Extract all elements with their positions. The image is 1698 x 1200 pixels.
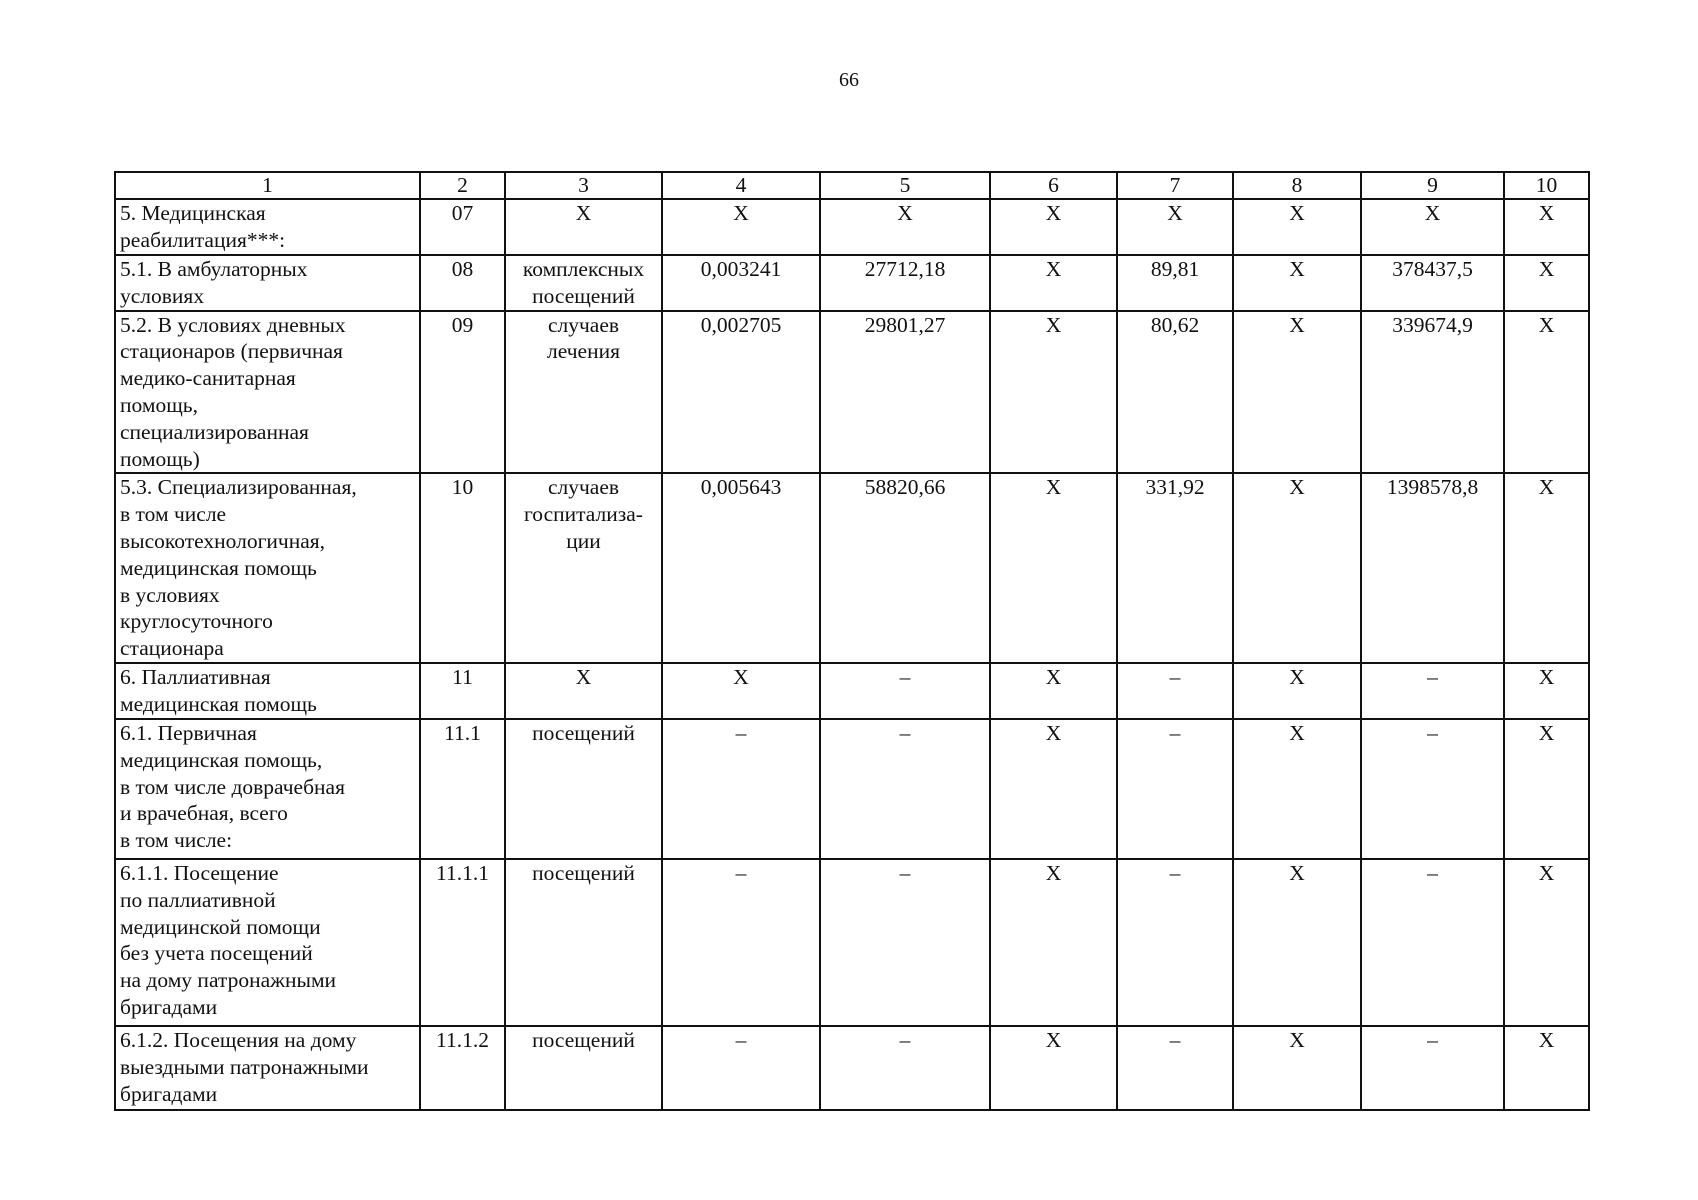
table-cell-unit: посещений bbox=[505, 859, 662, 1026]
column-header: 1 bbox=[115, 172, 420, 199]
table-cell: Х bbox=[1233, 859, 1361, 1026]
table-cell: Х bbox=[990, 311, 1117, 474]
column-header: 7 bbox=[1117, 172, 1233, 199]
table-cell-unit: Х bbox=[505, 199, 662, 255]
column-header: 10 bbox=[1504, 172, 1589, 199]
table-cell-name: 6.1. Первичная медицинская помощь, в том числе доврачебная и врачебная, всего в том числе: bbox=[115, 719, 420, 859]
table-cell-unit: случаев госпитализа- ции bbox=[505, 473, 662, 663]
column-header: 6 bbox=[990, 172, 1117, 199]
table-cell: Х bbox=[662, 663, 820, 719]
table-cell-name: 6.1.2. Посещения на дому выездными патронажными бригадами bbox=[115, 1026, 420, 1110]
table-cell: – bbox=[662, 719, 820, 859]
table-cell: – bbox=[1117, 859, 1233, 1026]
table-cell: – bbox=[1361, 1026, 1504, 1110]
table-cell-row-code: 11.1.1 bbox=[420, 859, 505, 1026]
table-cell-row-code: 09 bbox=[420, 311, 505, 474]
table-cell: 80,62 bbox=[1117, 311, 1233, 474]
table-cell-unit: посещений bbox=[505, 1026, 662, 1110]
column-header: 8 bbox=[1233, 172, 1361, 199]
table-cell-unit: посещений bbox=[505, 719, 662, 859]
table-cell: – bbox=[662, 1026, 820, 1110]
table-cell: 0,005643 bbox=[662, 473, 820, 663]
column-header: 4 bbox=[662, 172, 820, 199]
table-cell-unit: Х bbox=[505, 663, 662, 719]
table-cell: – bbox=[1361, 663, 1504, 719]
table-cell: 331,92 bbox=[1117, 473, 1233, 663]
table-cell: – bbox=[820, 1026, 990, 1110]
table-row bbox=[115, 199, 1589, 255]
table-cell: 0,003241 bbox=[662, 255, 820, 311]
table-cell: 89,81 bbox=[1117, 255, 1233, 311]
table-cell: Х bbox=[1504, 199, 1589, 255]
table-cell: Х bbox=[1504, 311, 1589, 474]
table-cell: Х bbox=[1504, 859, 1589, 1026]
table-cell: Х bbox=[1504, 719, 1589, 859]
table-row bbox=[115, 255, 1589, 311]
table-cell: Х bbox=[990, 199, 1117, 255]
table-cell: 27712,18 bbox=[820, 255, 990, 311]
table-row bbox=[115, 663, 1589, 719]
table-cell: Х bbox=[990, 473, 1117, 663]
table-cell: Х bbox=[990, 1026, 1117, 1110]
table-cell: Х bbox=[662, 199, 820, 255]
table-cell: – bbox=[662, 859, 820, 1026]
table-cell-name: 5.2. В условиях дневных стационаров (первичная медико-санитарная помощь, специализированная помощь) bbox=[115, 311, 420, 474]
table-cell-row-code: 07 bbox=[420, 199, 505, 255]
table-cell: Х bbox=[1504, 473, 1589, 663]
table-cell: – bbox=[820, 859, 990, 1026]
table-cell: – bbox=[1117, 719, 1233, 859]
table-cell: – bbox=[820, 719, 990, 859]
column-header: 2 bbox=[420, 172, 505, 199]
table-row bbox=[115, 719, 1589, 859]
table-cell: Х bbox=[1233, 663, 1361, 719]
table-cell-name: 6.1.1. Посещение по паллиативной медицинской помощи без учета посещений на дому патронажными бригадами bbox=[115, 859, 420, 1026]
table-cell: Х bbox=[1233, 199, 1361, 255]
table-cell: – bbox=[1361, 719, 1504, 859]
table-cell-row-code: 11.1 bbox=[420, 719, 505, 859]
table-cell: Х bbox=[1233, 473, 1361, 663]
table-cell: Х bbox=[1504, 255, 1589, 311]
table-cell: 1398578,8 bbox=[1361, 473, 1504, 663]
data-table bbox=[114, 171, 1590, 1111]
table-cell: Х bbox=[990, 255, 1117, 311]
table-cell-unit: комплексных посещений bbox=[505, 255, 662, 311]
table-cell-name: 5.1. В амбулаторных условиях bbox=[115, 255, 420, 311]
column-header: 9 bbox=[1361, 172, 1504, 199]
table-cell: – bbox=[1117, 663, 1233, 719]
table-cell: – bbox=[1117, 1026, 1233, 1110]
table-cell: – bbox=[820, 663, 990, 719]
table-cell: Х bbox=[820, 199, 990, 255]
table-cell: 339674,9 bbox=[1361, 311, 1504, 474]
page-number: 66 bbox=[839, 69, 859, 91]
table-cell: – bbox=[1361, 859, 1504, 1026]
table-cell: Х bbox=[1233, 719, 1361, 859]
table-cell: Х bbox=[990, 859, 1117, 1026]
table-cell: Х bbox=[1233, 311, 1361, 474]
table-header-row bbox=[115, 172, 1589, 199]
table-cell: 29801,27 bbox=[820, 311, 990, 474]
table-cell: Х bbox=[1233, 1026, 1361, 1110]
column-header: 5 bbox=[820, 172, 990, 199]
table-cell-row-code: 11 bbox=[420, 663, 505, 719]
table-cell-row-code: 08 bbox=[420, 255, 505, 311]
table-cell-unit: случаев лечения bbox=[505, 311, 662, 474]
table-cell-name: 6. Паллиативная медицинская помощь bbox=[115, 663, 420, 719]
table-cell: Х bbox=[990, 719, 1117, 859]
table-cell-name: 5. Медицинская реабилитация***: bbox=[115, 199, 420, 255]
table-cell-name: 5.3. Специализированная, в том числе высокотехнологичная, медицинская помощь в условиях круглосуточного стационара bbox=[115, 473, 420, 663]
column-header: 3 bbox=[505, 172, 662, 199]
table-row bbox=[115, 859, 1589, 1026]
table-cell: Х bbox=[1233, 255, 1361, 311]
table-cell: Х bbox=[1504, 663, 1589, 719]
table-cell: Х bbox=[990, 663, 1117, 719]
table-cell-row-code: 10 bbox=[420, 473, 505, 663]
table-row bbox=[115, 1026, 1589, 1110]
table-cell: 378437,5 bbox=[1361, 255, 1504, 311]
table-row bbox=[115, 311, 1589, 474]
table-cell: Х bbox=[1504, 1026, 1589, 1110]
table-row bbox=[115, 473, 1589, 663]
table-cell: 0,002705 bbox=[662, 311, 820, 474]
table-cell: 58820,66 bbox=[820, 473, 990, 663]
table-cell-row-code: 11.1.2 bbox=[420, 1026, 505, 1110]
table-cell: Х bbox=[1117, 199, 1233, 255]
table-cell: Х bbox=[1361, 199, 1504, 255]
